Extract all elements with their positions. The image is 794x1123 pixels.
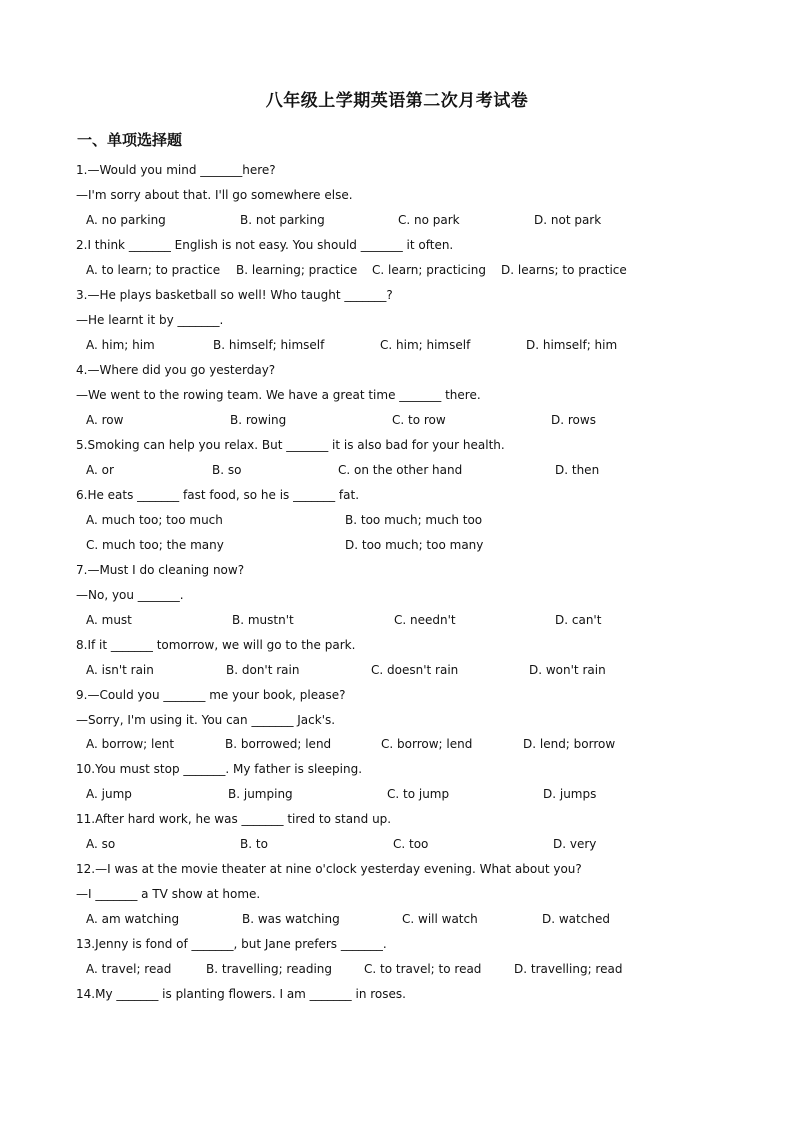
question-9-reply: —Sorry, I'm using it. You can _______ Jack's. <box>76 713 336 727</box>
question-6-option-a[interactable]: A. much too; too much <box>86 513 223 527</box>
question-5-option-c[interactable]: C. on the other hand <box>338 463 463 477</box>
question-13-option-c[interactable]: C. to travel; to read <box>364 962 482 976</box>
question-6-option-c[interactable]: C. much too; the many <box>86 538 224 552</box>
question-3-option-d[interactable]: D. himself; him <box>526 338 618 352</box>
question-10-option-c[interactable]: C. to jump <box>387 787 450 801</box>
question-8-option-a[interactable]: A. isn't rain <box>86 663 154 677</box>
question-9-option-c[interactable]: C. borrow; lend <box>381 737 473 751</box>
question-3-option-a[interactable]: A. him; him <box>86 338 155 352</box>
question-10-stem: 10.You must stop _______. My father is sleeping. <box>76 762 363 776</box>
question-5-stem: 5.Smoking can help you relax. But _______ it is also bad for your health. <box>76 438 505 452</box>
question-10-option-b[interactable]: B. jumping <box>228 787 293 801</box>
question-4-option-b[interactable]: B. rowing <box>230 413 287 427</box>
question-7-option-b[interactable]: B. mustn't <box>232 613 294 627</box>
question-1-reply: —I'm sorry about that. I'll go somewhere else. <box>76 188 353 202</box>
question-6-option-d[interactable]: D. too much; too many <box>345 538 484 552</box>
question-3-option-b[interactable]: B. himself; himself <box>213 338 325 352</box>
question-13-option-a[interactable]: A. travel; read <box>86 962 172 976</box>
question-9-option-a[interactable]: A. borrow; lent <box>86 737 175 751</box>
question-2-stem: 2.I think _______ English is not easy. You should _______ it often. <box>76 238 454 252</box>
question-13-option-d[interactable]: D. travelling; read <box>514 962 623 976</box>
question-8-stem: 8.If it _______ tomorrow, we will go to the park. <box>76 638 356 652</box>
question-3-option-c[interactable]: C. him; himself <box>380 338 471 352</box>
question-2-option-b[interactable]: B. learning; practice <box>236 263 358 277</box>
question-7-option-a[interactable]: A. must <box>86 613 132 627</box>
question-2-option-d[interactable]: D. learns; to practice <box>501 263 627 277</box>
question-12-stem: 12.—I was at the movie theater at nine o'clock yesterday evening. What about you? <box>76 862 582 876</box>
question-8-option-d[interactable]: D. won't rain <box>529 663 606 677</box>
question-12-option-b[interactable]: B. was watching <box>242 912 340 926</box>
question-6-option-b[interactable]: B. too much; much too <box>345 513 483 527</box>
question-12-reply: —I _______ a TV show at home. <box>76 887 261 901</box>
question-5-option-a[interactable]: A. or <box>86 463 114 477</box>
question-1-stem: 1.—Would you mind _______here? <box>76 163 276 177</box>
question-3-stem: 3.—He plays basketball so well! Who taught _______? <box>76 288 393 302</box>
question-12-option-a[interactable]: A. am watching <box>86 912 180 926</box>
section-heading: 一、单项选择题 <box>77 131 183 149</box>
question-5-option-b[interactable]: B. so <box>212 463 242 477</box>
question-10-option-d[interactable]: D. jumps <box>543 787 597 801</box>
question-11-option-a[interactable]: A. so <box>86 837 116 851</box>
question-12-option-c[interactable]: C. will watch <box>402 912 478 926</box>
question-4-stem: 4.—Where did you go yesterday? <box>76 363 276 377</box>
question-1-option-b[interactable]: B. not parking <box>240 213 325 227</box>
question-2-option-c[interactable]: C. learn; practicing <box>372 263 486 277</box>
question-4-option-a[interactable]: A. row <box>86 413 124 427</box>
question-1-option-d[interactable]: D. not park <box>534 213 602 227</box>
question-12-option-d[interactable]: D. watched <box>542 912 610 926</box>
question-14-stem: 14.My _______ is planting flowers. I am _______ in roses. <box>76 987 406 1001</box>
question-2-option-a[interactable]: A. to learn; to practice <box>86 263 221 277</box>
question-9-option-d[interactable]: D. lend; borrow <box>523 737 616 751</box>
question-11-option-d[interactable]: D. very <box>553 837 597 851</box>
question-10-option-a[interactable]: A. jump <box>86 787 132 801</box>
question-1-option-a[interactable]: A. no parking <box>86 213 166 227</box>
question-11-stem: 11.After hard work, he was _______ tired to stand up. <box>76 812 392 826</box>
question-7-option-d[interactable]: D. can't <box>555 613 602 627</box>
question-7-stem: 7.—Must I do cleaning now? <box>76 563 245 577</box>
question-7-option-c[interactable]: C. needn't <box>394 613 456 627</box>
question-9-option-b[interactable]: B. borrowed; lend <box>225 737 332 751</box>
question-4-reply: —We went to the rowing team. We have a great time _______ there. <box>76 388 481 402</box>
question-13-stem: 13.Jenny is fond of _______, but Jane prefers _______. <box>76 937 387 951</box>
question-13-option-b[interactable]: B. travelling; reading <box>206 962 332 976</box>
question-9-stem: 9.—Could you _______ me your book, please? <box>76 688 346 702</box>
page-title: 八年级上学期英语第二次月考试卷 <box>265 91 529 111</box>
question-5-option-d[interactable]: D. then <box>555 463 600 477</box>
question-8-option-b[interactable]: B. don't rain <box>226 663 300 677</box>
question-11-option-b[interactable]: B. to <box>240 837 268 851</box>
question-1-option-c[interactable]: C. no park <box>398 213 460 227</box>
question-4-option-c[interactable]: C. to row <box>392 413 446 427</box>
question-8-option-c[interactable]: C. doesn't rain <box>371 663 459 677</box>
question-3-reply: —He learnt it by _______. <box>76 313 224 327</box>
question-11-option-c[interactable]: C. too <box>393 837 429 851</box>
question-6-stem: 6.He eats _______ fast food, so he is _______ fat. <box>76 488 360 502</box>
question-4-option-d[interactable]: D. rows <box>551 413 596 427</box>
question-7-reply: —No, you _______. <box>76 588 184 602</box>
